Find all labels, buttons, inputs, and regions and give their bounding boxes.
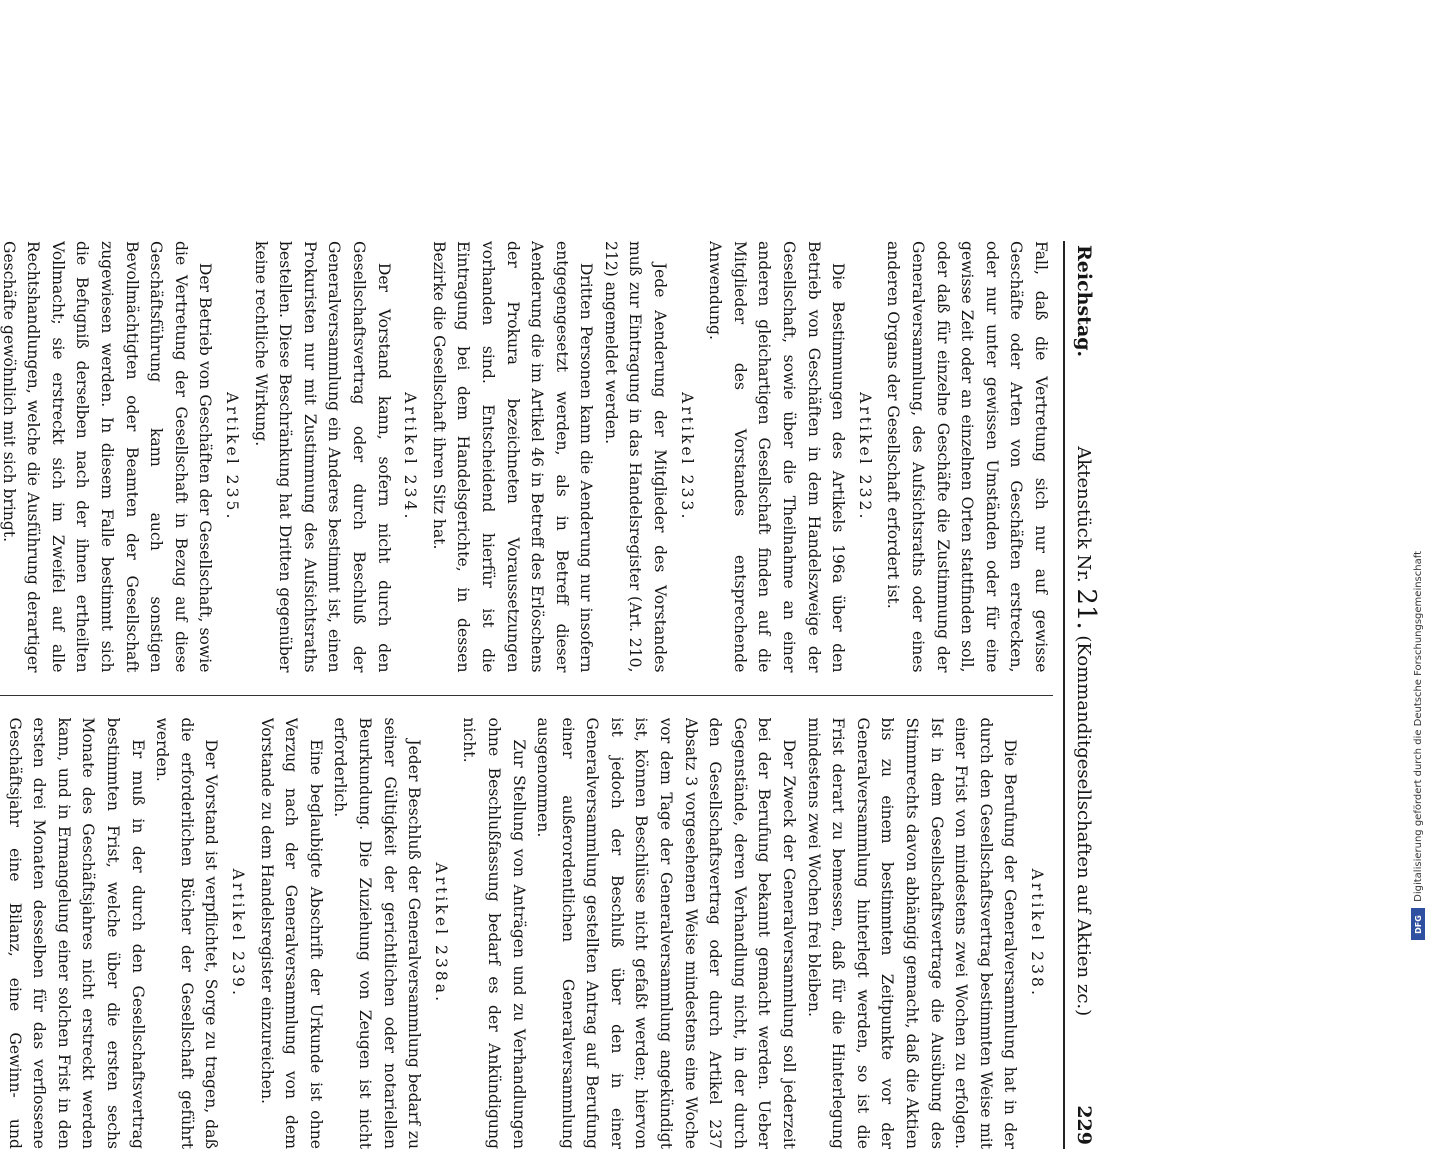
paragraph: Fall, daß die Vertretung sich nur auf gewisse Geschäfte oder Arten von Geschäften erstrecken, oder nur unter gewissen Umständen oder für eine gewisse Zeit oder an einzelnen Orten stattfinden soll, oder daß für einzelne Geschäfte die Zustimmung der Generalversammlung, des Aufsichtsraths oder eines anderen Organs der Gesellschaft erfordert ist. bbox=[884, 241, 1050, 673]
article-heading: Artikel 235. bbox=[223, 392, 241, 522]
article-heading: Artikel 233. bbox=[677, 392, 696, 522]
column-rule bbox=[0, 695, 1053, 696]
left-column bbox=[0, 241, 1053, 673]
digitization-credit bbox=[1408, 60, 1428, 940]
paragraph: Jeder Beschluß der Generalversammlung bedarf zu seiner Gültigkeit der gerichtlichen oder notariellen Beurkundung. Die Zuziehung von Zeugen ist nicht erforderlich. bbox=[331, 717, 424, 1149]
paragraph: Eine beglaubigte Abschrift der Urkunde ist ohne Verzug nach der Generalversammlung von dem Vorstande zu dem Handelsregister einzureichen. bbox=[257, 717, 325, 1149]
paragraph: Zur Stellung von Anträgen und zu Verhandlungen ohne Beschlußfassung bedarf es der Ankündigung nicht. bbox=[460, 717, 528, 1149]
dfg-logo: DFG bbox=[1411, 908, 1425, 940]
running-head bbox=[1063, 241, 1101, 1149]
right-column bbox=[0, 718, 1053, 1150]
paragraph: Jede Aenderung der Mitglieder des Vorstandes muß zur Eintragung in das Handelsregister (Art. 210, 212) angemeldet werden. bbox=[601, 241, 670, 673]
header-title: (Kommanditgesellschaften auf Aktien zc.) bbox=[1073, 635, 1094, 1017]
article-heading: Artikel 239. bbox=[229, 868, 247, 998]
document-number: 21. bbox=[1071, 588, 1101, 630]
header-left: Reichstag. bbox=[1073, 245, 1095, 358]
scanned-page bbox=[0, 225, 1111, 1165]
header-middle: Aktenstück Nr. 21. (Kommanditgesellschaften auf Aktien zc.) bbox=[1071, 446, 1101, 1017]
paragraph: Dritten Personen kann die Aenderung nur insofern entgegengesetzt werden, als in Betreff dieser Aenderung die im Artikel 46 in Betreff des Erlöschens der Prokura bezeichneten Voraussetzungen vorhanden sind. Entscheidend hierfür ist die Eintragung bei dem Handelsgerichte, in dessen Bezirke die Gesellschaft ihren Sitz hat. bbox=[429, 241, 596, 673]
paragraph: Der Zweck der Generalversammlung soll jederzeit bei der Berufung bekannt gemacht werden. Ueber Gegenstände, deren Verhandlung nicht, in der durch den Gesellschaftsvertrag oder durch Artikel 237 Absatz 3 vorgesehenen Weise mindestens eine Woche vor dem Tage der Generalversammlung angekündigt ist, können Beschlüsse nicht gefaßt werden; hiervon ist jedoch der Beschluß über den in einer Generalversammlung gestellten Antrag auf Berufung einer außerordentlichen Generalversammlung ausgenommen. bbox=[534, 717, 799, 1149]
paragraph: Der Betrieb von Geschäften der Gesellschaft, sowie die Vertretung der Gesellschaft in Bezug auf diese Geschäftsführung kann auch sonstigen Bevollmächtigten oder Beamten der Gesellschaft zugewiesen werden. In diesem Falle bestimmt sich die Befugniß derselben nach der ihnen ertheilten Vollmacht; sie erstreckt sich im Zweifel auf alle Rechtshandlungen, welche die Ausführung derartiger Geschäfte gewöhnlich mit sich bringt. bbox=[0, 241, 215, 673]
digitization-note: Digitalisierung gefördert durch die Deutsche Forschungsgemeinschaft bbox=[1412, 551, 1424, 902]
article-heading: Artikel 234. bbox=[401, 392, 420, 522]
article-heading: Artikel 238a. bbox=[431, 862, 450, 1005]
paragraph: Der Vorstand ist verpflichtet, Sorge zu tragen, daß die erforderlichen Bücher der Gesellschaft geführt werden. bbox=[153, 717, 221, 1149]
paragraph: Der Vorstand kann, sofern nicht durch den Gesellschaftsvertrag oder durch Beschluß der Generalversammlung ein Anderes bestimmt ist, einen Prokuristen nur mit Zustimmung des Aufsichtsraths bestellen. Diese Beschränkung hat Dritten gegenüber keine rechtliche Wirkung. bbox=[251, 241, 393, 673]
article-heading: Artikel 238. bbox=[1028, 868, 1046, 998]
paragraph: Die Bestimmungen des Artikels 196a über den Betrieb von Geschäften in dem Handelszweige der Gesellschaft, sowie über die Theilnahme an einer anderen gleichartigen Gesellschaft finden auf die Mitglieder des Vorstandes entsprechende Anwendung. bbox=[706, 241, 848, 673]
page-number: 229 bbox=[1073, 1105, 1095, 1145]
article-heading: Artikel 232. bbox=[855, 392, 874, 522]
paragraph: Die Berufung der Generalversammlung hat in der durch den Gesellschaftsvertrag bestimmten Weise mit einer Frist von mindestens zwei Wochen zu erfolgen. Ist in dem Gesellschaftsvertrage die Ausübung des Stimmrechts davon abhängig gemacht, daß die Aktien bis zu einem bestimmten Zeitpunkte vor der Generalversammlung hinterlegt werden, so ist die Frist derart zu bemessen, daß für die Hinterlegung mindestens zwei Wochen frei bleiben. bbox=[804, 717, 1020, 1149]
paragraph: Er muß in der durch den Gesellschaftsvertrag bestimmten Frist, welche über die ersten sechs Monate des Geschäftsjahres nicht erstreckt werden kann, und in Ermangelung einer solchen Frist in den ersten drei Monaten desselben für das verflossene Geschäftsjahr eine Bilanz, eine Gewinn- und bbox=[5, 717, 147, 1149]
